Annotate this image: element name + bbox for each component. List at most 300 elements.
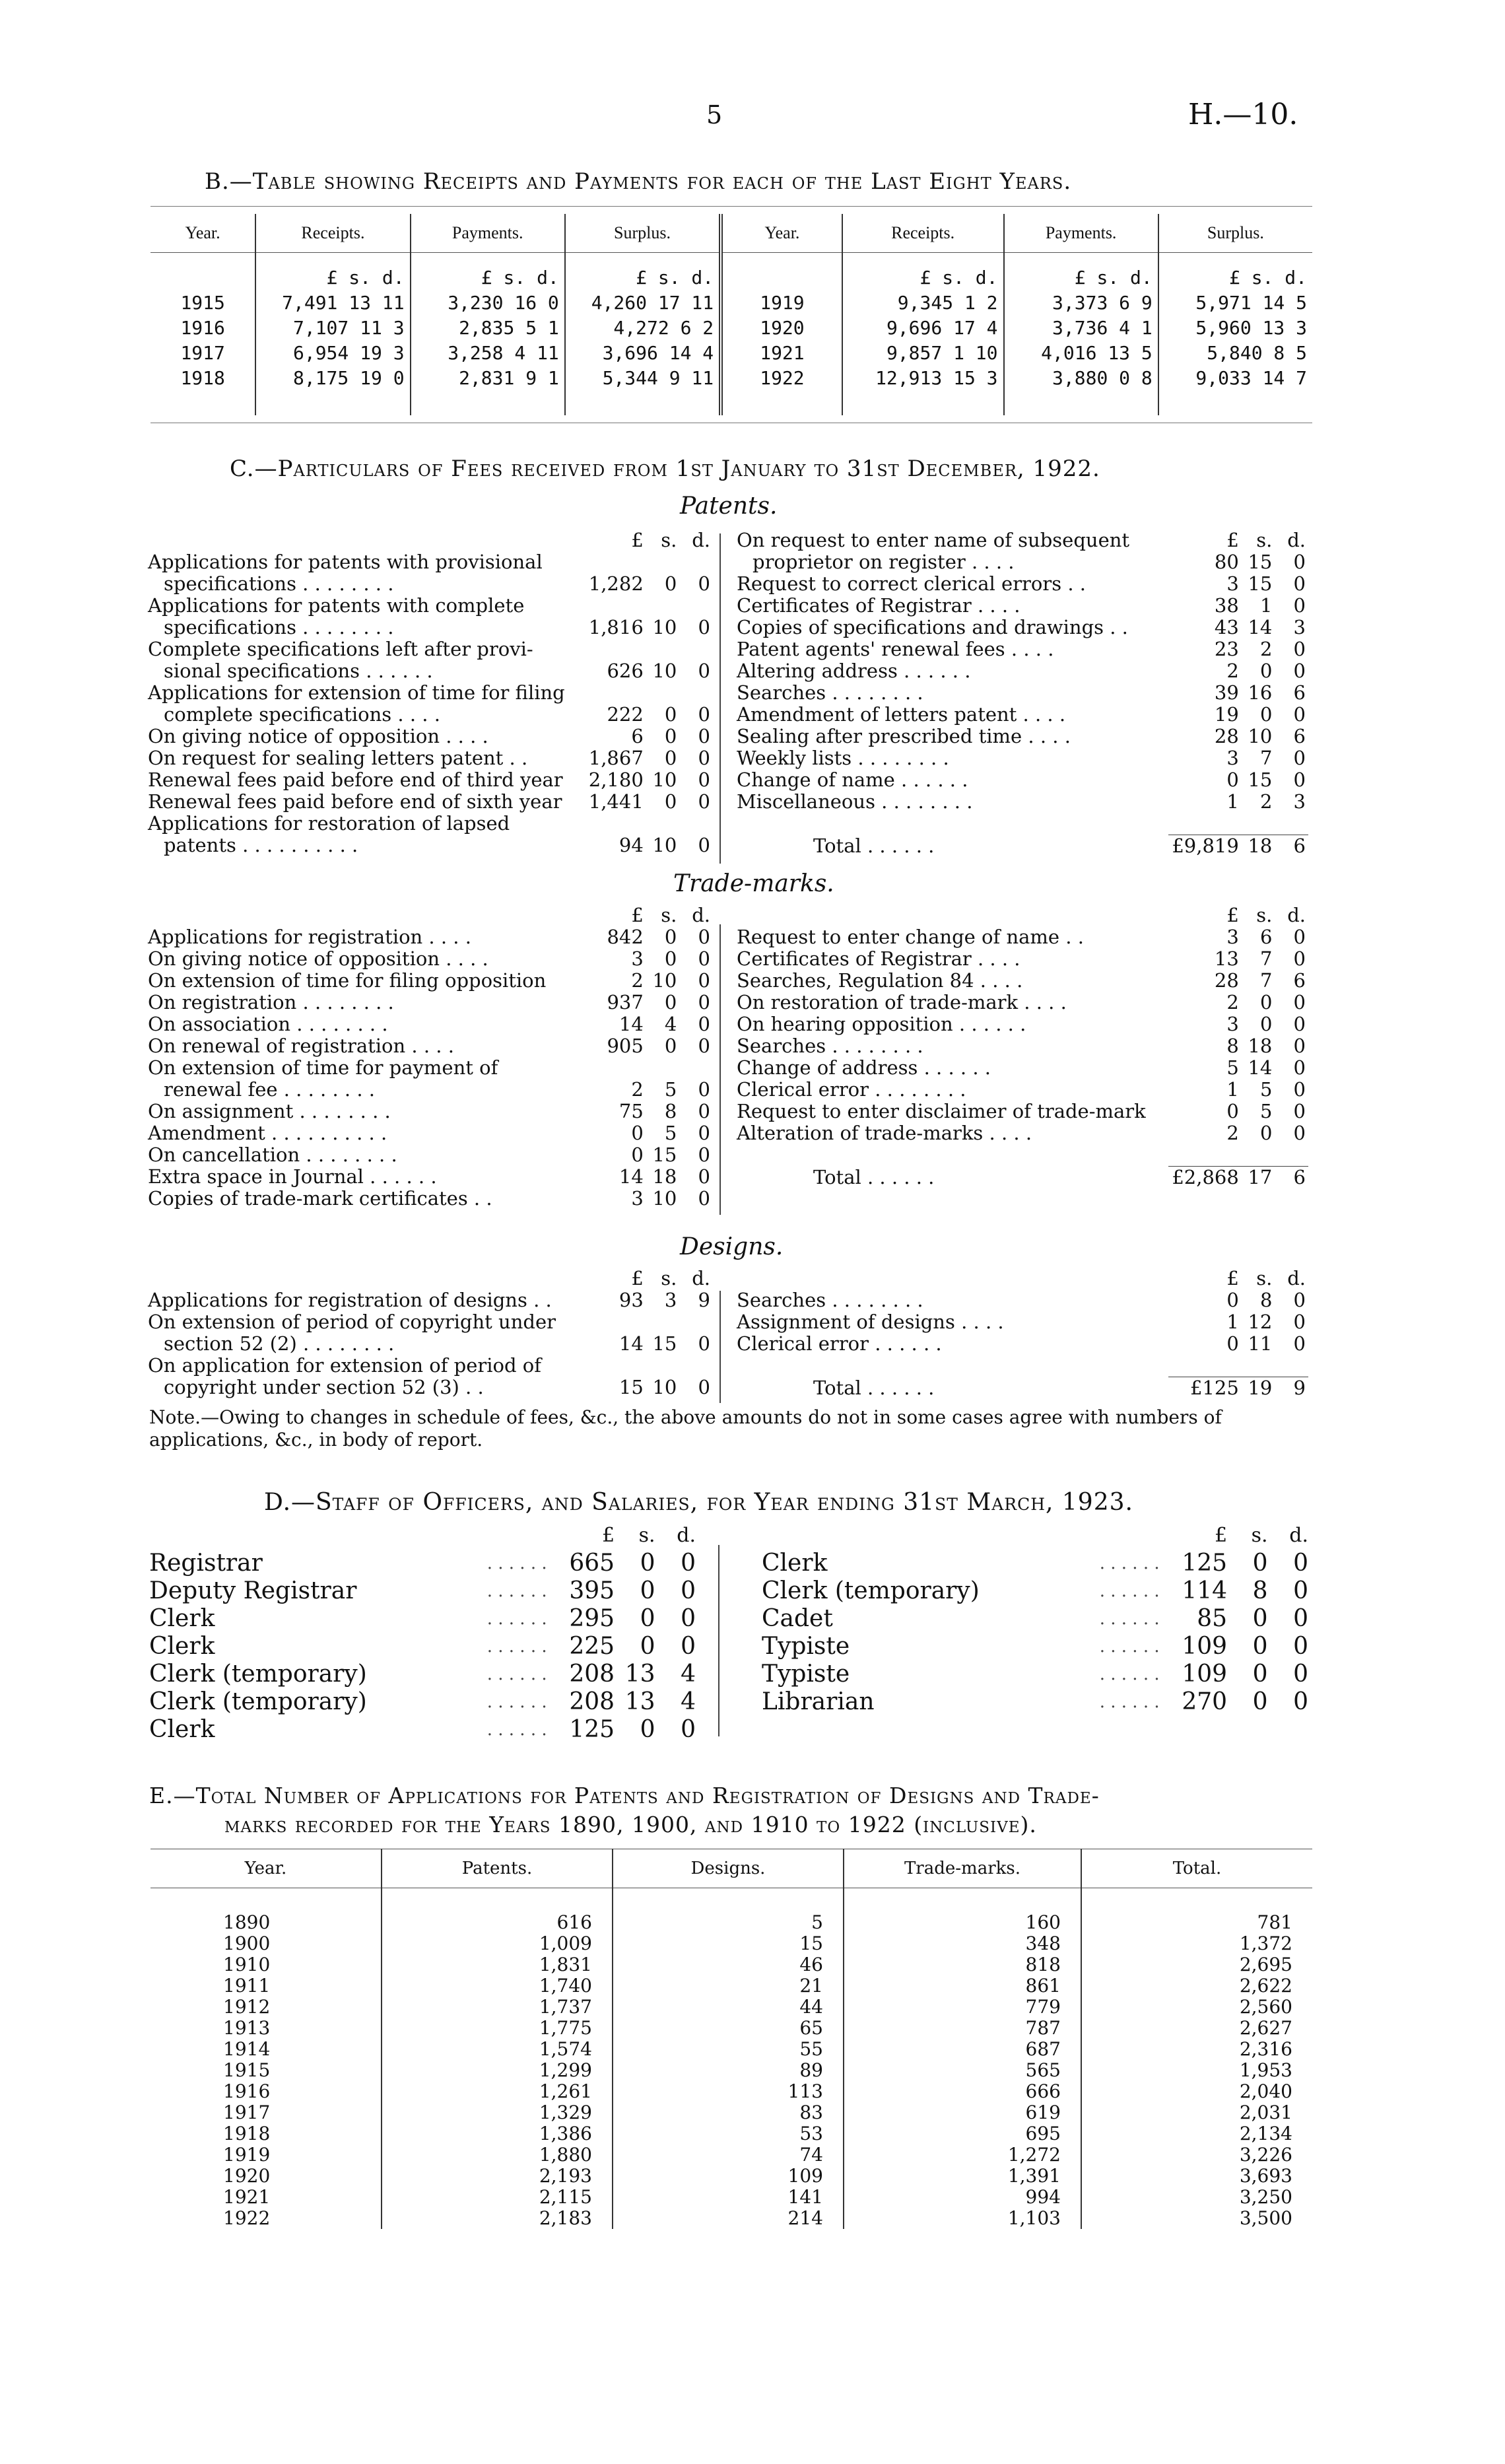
table-row	[150, 390, 1312, 415]
pence-value: 0	[698, 926, 710, 948]
total-cell: 3,500	[1081, 2208, 1312, 2229]
year-cell: 1912	[223, 1996, 271, 2018]
fee-row	[145, 769, 713, 791]
pence-value: 0	[698, 769, 710, 791]
table-row	[150, 1975, 1312, 1997]
pence-value: 6	[1293, 681, 1306, 704]
year-cell: 1916	[223, 2080, 271, 2102]
pounds-value: 19	[1214, 703, 1239, 726]
pounds-value	[573, 682, 646, 704]
pence-value: 0	[698, 1035, 710, 1057]
salary-shillings: 0	[640, 1605, 655, 1632]
fee-label: Altering address . . . . . .	[737, 660, 971, 682]
pounds-value: 842	[607, 926, 644, 948]
fee-label: specifications . . . . . . . .	[164, 616, 394, 638]
fee-label: Sealing after prescribed time . . . .	[737, 725, 1071, 747]
fee-row	[734, 813, 1308, 835]
fee-row	[734, 1167, 1308, 1189]
shillings-value: 10	[1248, 725, 1273, 747]
year-cell: 1920	[721, 315, 842, 340]
fee-label: Applications for patents with provisional	[148, 551, 543, 573]
pound-header: £	[1226, 904, 1239, 926]
pounds-value: 2,180	[588, 769, 644, 791]
fee-row	[734, 726, 1308, 747]
fee-label: Searches . . . . . . . .	[737, 1035, 923, 1057]
patents-cell: 1,831	[382, 1954, 613, 1975]
payments-cell: 3,230 16 0	[411, 290, 565, 315]
patents-cell: 2,115	[382, 2187, 613, 2208]
fee-row	[734, 530, 1308, 551]
total-cell: 2,627	[1081, 2018, 1312, 2039]
staff-row	[145, 1633, 700, 1660]
table-row	[150, 2166, 1312, 2187]
table-row	[150, 1954, 1312, 1975]
shillings-value: 1	[1259, 594, 1273, 617]
shillings-value: 7	[1259, 747, 1273, 769]
total-cell: 2,040	[1081, 2081, 1312, 2102]
pence-value: 9	[1275, 1377, 1308, 1400]
fee-row	[145, 1035, 713, 1057]
col-header: Payments.	[1004, 214, 1158, 253]
fee-row	[145, 595, 713, 617]
shillings-value: 16	[1248, 681, 1273, 704]
total-cell: 2,695	[1081, 1954, 1312, 1975]
shillings-value: 8	[664, 1100, 677, 1122]
pence-value: 0	[698, 1187, 710, 1210]
shillings-value: 15	[1248, 572, 1273, 595]
pence-value: 0	[698, 1100, 710, 1122]
pounds-value: 93	[619, 1289, 644, 1311]
shillings-value	[646, 682, 680, 704]
shillings-value	[1242, 813, 1275, 835]
patents-cell: 1,737	[382, 1997, 613, 2018]
pounds-value: 0	[631, 1122, 644, 1144]
salary-pence: 0	[1293, 1660, 1308, 1688]
shillings-value: 4	[664, 1013, 677, 1035]
pounds-value: 222	[607, 703, 644, 726]
fee-label: On cancellation . . . . . . . .	[148, 1144, 397, 1166]
fee-label: Miscellaneous . . . . . . . .	[737, 790, 973, 813]
fee-row	[734, 704, 1308, 726]
shilling-header: s.	[638, 1524, 655, 1547]
page-number: 5	[706, 100, 723, 129]
pence-value	[679, 638, 713, 660]
staff-row	[145, 1605, 700, 1633]
fee-label: Extra space in Journal . . . . . .	[148, 1165, 437, 1188]
patents-cell: 1,880	[382, 2144, 613, 2166]
staff-position: Typiste	[762, 1633, 850, 1660]
fee-label: On giving notice of opposition . . . .	[148, 725, 488, 747]
staff-row	[758, 1660, 1312, 1688]
fee-label: Applications for registration . . . .	[148, 926, 471, 948]
table-row	[150, 315, 1312, 340]
fee-label: copyright under section 52 (3) . .	[164, 1376, 484, 1398]
fee-label: On request for sealing letters patent . .	[148, 747, 528, 769]
fee-label: On association . . . . . . . .	[148, 1013, 388, 1035]
applications-table	[150, 1849, 1312, 2229]
table-row	[150, 340, 1312, 365]
pounds-value: 14	[619, 1332, 644, 1355]
patents-cell: 1,740	[382, 1975, 613, 1997]
salary-shillings: 0	[1252, 1660, 1268, 1688]
fee-label: Alteration of trade-marks . . . .	[737, 1122, 1032, 1144]
staff-position: Typiste	[762, 1660, 850, 1688]
trademarks-cell: 1,272	[844, 2144, 1081, 2166]
fee-row	[145, 1101, 713, 1122]
col-header: Year.	[150, 1849, 382, 1888]
pence-value: 6	[1293, 969, 1306, 992]
trademarks-cell: 779	[844, 1997, 1081, 2018]
staff-row	[758, 1550, 1312, 1577]
fee-label: patents . . . . . . . . . .	[164, 834, 358, 856]
fee-row	[734, 747, 1308, 769]
section-b-title: B.—Table showing Receipts and Payments for each of the Last Eight Years.	[205, 168, 1072, 195]
staff-position: Clerk	[149, 1605, 215, 1632]
shillings-value: 10	[652, 1187, 677, 1210]
col-header: Receipts.	[842, 214, 1004, 253]
pence-value: 6	[1293, 725, 1306, 747]
pounds-value	[1168, 1355, 1242, 1377]
pence-value: 0	[698, 572, 710, 595]
pence-header: d.	[1289, 1524, 1308, 1547]
total-cell: 2,134	[1081, 2123, 1312, 2144]
trademarks-cell: 1,103	[844, 2208, 1081, 2229]
pounds-value: 2	[1226, 660, 1239, 682]
pence-value: 0	[1293, 551, 1306, 573]
staff-table-right	[758, 1522, 1312, 1716]
shilling-header: s.	[1256, 1267, 1273, 1289]
year-cell: 1919	[721, 290, 842, 315]
shillings-value: 10	[652, 769, 677, 791]
leader-dots: . . . . . .	[1099, 1581, 1160, 1601]
trademarks-cell: 861	[844, 1975, 1081, 1997]
pence-value: 0	[1293, 991, 1306, 1013]
trademarks-cell: 818	[844, 1954, 1081, 1975]
salary-pounds: 125	[1182, 1550, 1228, 1577]
fees-note: Note.—Owing to changes in schedule of fees, &c., the above amounts do not in some cases agree with numbers of applications, &c., in body of report.	[149, 1406, 1222, 1451]
receipts-cell: 8,175 19 0	[255, 365, 410, 390]
pence-value: 0	[698, 1144, 710, 1166]
pence-value: 0	[698, 834, 710, 856]
pounds-value: £2,868	[1168, 1167, 1242, 1189]
trademarks-cell: 687	[844, 2039, 1081, 2060]
shillings-value	[646, 595, 680, 617]
column-divider	[719, 1291, 721, 1403]
fee-row	[734, 638, 1308, 660]
staff-position: Clerk	[762, 1550, 828, 1577]
fee-label	[734, 1355, 1168, 1377]
table-row	[150, 290, 1312, 315]
surplus-cell: 5,971 14 5	[1158, 290, 1312, 315]
section-c-title: C.—Particulars of Fees received from 1st January to 31st December, 1922.	[230, 456, 1100, 482]
receipts-cell: 7,491 13 11	[255, 290, 410, 315]
receipts-cell: 7,107 11 3	[255, 315, 410, 340]
pence-value: 0	[1293, 947, 1306, 970]
pounds-value: 75	[619, 1100, 644, 1122]
year-cell: 1911	[223, 1975, 271, 1997]
fee-label: sional specifications . . . . . .	[164, 660, 433, 682]
salary-pence: 0	[681, 1605, 696, 1632]
fee-row	[734, 1355, 1308, 1377]
pence-value: 0	[1293, 638, 1306, 660]
shillings-value: 14	[1248, 616, 1273, 638]
staff-position: Clerk (temporary)	[762, 1577, 980, 1604]
fee-row	[734, 1122, 1308, 1144]
pence-value	[1275, 1355, 1308, 1377]
shillings-value: 5	[664, 1122, 677, 1144]
fee-row	[145, 1013, 713, 1035]
leader-dots: . . . . . .	[486, 1581, 547, 1601]
section-e-title-line2: marks recorded for the Years 1890, 1900, and 1910 to 1922 (inclusive).	[224, 1812, 1037, 1837]
fee-row	[734, 769, 1308, 791]
fee-label: Searches . . . . . . . .	[737, 1289, 923, 1311]
salary-pence: 0	[1293, 1550, 1308, 1577]
table-row	[150, 2102, 1312, 2123]
pounds-value	[573, 1311, 646, 1333]
trademarks-cell: 994	[844, 2187, 1081, 2208]
pence-value: 0	[1293, 1122, 1306, 1144]
staff-position: Clerk (temporary)	[149, 1688, 367, 1715]
pounds-value: 38	[1214, 594, 1239, 617]
leader-dots: . . . . . .	[486, 1609, 547, 1629]
shillings-value: s.	[1256, 529, 1273, 551]
pence-value: 0	[698, 747, 710, 769]
fee-row	[734, 595, 1308, 617]
pence-value: 0	[698, 616, 710, 638]
fee-row	[145, 1355, 713, 1377]
pence-header: d.	[677, 1524, 696, 1547]
staff-row	[145, 1577, 700, 1605]
salary-pence: 0	[681, 1633, 696, 1660]
salary-pounds: 109	[1182, 1633, 1228, 1660]
salary-shillings: 13	[624, 1688, 655, 1715]
shillings-value: 8	[1259, 1289, 1273, 1311]
fee-row	[145, 835, 713, 856]
trademarks-cell: 695	[844, 2123, 1081, 2144]
pounds-value	[573, 1057, 646, 1079]
fee-row	[145, 704, 713, 726]
spacer-cell	[150, 390, 255, 415]
fee-label: Change of name . . . . . .	[737, 769, 968, 791]
fee-label: Renewal fees paid before end of third year	[148, 769, 563, 791]
fee-label: Total . . . . . .	[813, 834, 935, 857]
year-cell: 1914	[223, 2038, 271, 2060]
staff-position: Clerk (temporary)	[149, 1660, 367, 1688]
surplus-cell: 4,260 17 11	[565, 290, 721, 315]
pounds-value	[1168, 813, 1242, 835]
table-row	[150, 365, 1312, 390]
fee-row	[145, 1333, 713, 1355]
col-header: Patents.	[382, 1849, 613, 1888]
fee-label: Weekly lists . . . . . . . .	[737, 747, 949, 769]
shillings-value: 10	[652, 616, 677, 638]
column-divider	[718, 1545, 719, 1736]
fee-label: Applications for restoration of lapsed	[148, 812, 510, 835]
total-cell: 3,250	[1081, 2187, 1312, 2208]
pence-header: d.	[692, 1267, 710, 1289]
fee-row	[734, 660, 1308, 682]
fee-label: On renewal of registration . . . .	[148, 1035, 454, 1057]
shillings-value: 0	[664, 703, 677, 726]
fee-label	[734, 813, 1168, 835]
trademarks-cell: 619	[844, 2102, 1081, 2123]
shillings-value: 18	[652, 1165, 677, 1188]
staff-row	[145, 1660, 700, 1688]
shillings-value: 0	[664, 790, 677, 813]
col-header: Receipts.	[255, 214, 410, 253]
patents-cell: 1,574	[382, 2039, 613, 2060]
year-cell: 1922	[223, 2207, 271, 2229]
fee-row	[734, 1144, 1308, 1167]
fee-label	[734, 1144, 1168, 1167]
staff-row	[758, 1633, 1312, 1660]
receipts-cell: 9,696 17 4	[842, 315, 1004, 340]
pounds-value: 3	[1226, 926, 1239, 948]
salary-pence: 0	[1293, 1605, 1308, 1632]
pence-value: 0	[1293, 594, 1306, 617]
fee-label: section 52 (2) . . . . . . . .	[164, 1332, 395, 1355]
pounds-value: 80	[1214, 551, 1239, 573]
fee-row	[145, 1057, 713, 1079]
fee-row	[145, 992, 713, 1013]
fee-label: On hearing opposition . . . . . .	[737, 1013, 1026, 1035]
surplus-cell: 3,696 14 4	[565, 340, 721, 365]
salary-shillings: 0	[640, 1550, 655, 1577]
staff-position: Cadet	[762, 1605, 833, 1632]
col-header: Designs.	[613, 1849, 844, 1888]
shillings-value: 18	[1248, 1035, 1273, 1057]
pence-value: 0	[1293, 1289, 1306, 1311]
shilling-header: s.	[1256, 904, 1273, 926]
pounds-value: 8	[1226, 1035, 1239, 1057]
pounds-value: 0	[1226, 769, 1239, 791]
designs-cell: 46	[613, 1954, 844, 1975]
fee-row	[145, 1079, 713, 1101]
salary-pounds: 295	[569, 1605, 615, 1632]
fee-row	[145, 1188, 713, 1210]
pence-value	[1275, 813, 1308, 835]
table-row	[150, 2144, 1312, 2166]
fee-row	[734, 1101, 1308, 1122]
salary-pence: 0	[681, 1716, 696, 1743]
shillings-value: 10	[652, 969, 677, 992]
salary-pounds: 665	[569, 1550, 615, 1577]
surplus-cell: 9,033 14 7	[1158, 365, 1312, 390]
shillings-value	[1242, 1144, 1275, 1167]
pounds-value: 15	[619, 1376, 644, 1398]
shillings-value	[1242, 1355, 1275, 1377]
designs-fees-left	[145, 1268, 713, 1398]
pounds-value: 2	[1226, 991, 1239, 1013]
pounds-value: 1	[1226, 1311, 1239, 1333]
spacer-cell	[1004, 390, 1158, 415]
pounds-value: 3	[1226, 747, 1239, 769]
total-cell: 1,953	[1081, 2060, 1312, 2081]
spacer-cell	[255, 390, 410, 415]
table-row	[150, 2060, 1312, 2081]
leader-dots: . . . . . .	[486, 1692, 547, 1712]
shillings-value: 5	[1259, 1100, 1273, 1122]
salary-pounds: 225	[569, 1633, 615, 1660]
staff-position: Registrar	[149, 1550, 263, 1577]
shillings-value: 0	[664, 725, 677, 747]
pence-header: d.	[1287, 1267, 1306, 1289]
salary-pounds: 109	[1182, 1660, 1228, 1688]
pence-value: 0	[698, 1332, 710, 1355]
fee-row	[145, 726, 713, 747]
spacer-cell	[565, 390, 721, 415]
pounds-value: 1,441	[588, 790, 644, 813]
shillings-value: 19	[1242, 1377, 1275, 1400]
shillings-value	[646, 1311, 680, 1333]
patents-cell: 616	[382, 1912, 613, 1933]
shilling-header: s.	[661, 904, 677, 926]
year-cell: 1921	[223, 2186, 271, 2208]
payments-cell: 3,736 4 1	[1004, 315, 1158, 340]
fee-label: Clerical error . . . . . . . .	[737, 1078, 966, 1101]
fee-row	[734, 682, 1308, 704]
salary-pounds: 395	[569, 1577, 615, 1604]
salary-pence: 0	[681, 1550, 696, 1577]
year-cell: 1913	[223, 2017, 271, 2039]
pence-value	[1275, 1144, 1308, 1167]
designs-cell: 5	[613, 1912, 844, 1933]
col-header: Year.	[150, 214, 255, 253]
pence-value	[679, 551, 713, 573]
fee-label: On extension of time for payment of	[148, 1056, 498, 1079]
patents-cell: 2,193	[382, 2166, 613, 2187]
shillings-value: 11	[1248, 1332, 1273, 1355]
patents-cell: 1,329	[382, 2102, 613, 2123]
salary-pence: 0	[1293, 1633, 1308, 1660]
shillings-value	[646, 551, 680, 573]
designs-cell: 109	[613, 2166, 844, 2187]
total-cell: 3,693	[1081, 2166, 1312, 2187]
staff-row	[758, 1688, 1312, 1716]
pounds-value: 2	[631, 1078, 644, 1101]
salary-pence: 4	[681, 1688, 696, 1715]
shillings-value: 2	[1259, 638, 1273, 660]
fee-label: On extension of period of copyright under	[148, 1311, 556, 1333]
pounds-value: 0	[1226, 1100, 1239, 1122]
leader-dots: . . . . . .	[486, 1720, 547, 1740]
pounds-value: 23	[1214, 638, 1239, 660]
shillings-value: 7	[1259, 969, 1273, 992]
shillings-value: 0	[664, 991, 677, 1013]
pounds-value	[573, 1355, 646, 1377]
fee-row	[734, 1377, 1308, 1400]
fee-label: On application for extension of period of	[148, 1354, 541, 1377]
leader-dots: . . . . . .	[486, 1637, 547, 1657]
section-d-title: D.—Staff of Officers, and Salaries, for Year ending 31st March, 1923.	[264, 1489, 1133, 1516]
pounds-value: £125	[1168, 1377, 1242, 1400]
payments-cell: 3,880 0 8	[1004, 365, 1158, 390]
pence-value: 0	[1293, 1035, 1306, 1057]
col-header: Trade-marks.	[844, 1849, 1081, 1888]
pence-value	[679, 1355, 713, 1377]
shillings-value: 0	[664, 926, 677, 948]
shilling-header: s.	[661, 1267, 677, 1289]
fee-row	[734, 1013, 1308, 1035]
shillings-value: 0	[1259, 703, 1273, 726]
staff-position: Deputy Registrar	[149, 1577, 357, 1604]
surplus-cell: 4,272 6 2	[565, 315, 721, 340]
trademarks-cell: 1,391	[844, 2166, 1081, 2187]
units-label: £ s. d.	[565, 253, 721, 291]
fee-row	[734, 1311, 1308, 1333]
patents-cell: 1,386	[382, 2123, 613, 2144]
table-row	[150, 2208, 1312, 2229]
